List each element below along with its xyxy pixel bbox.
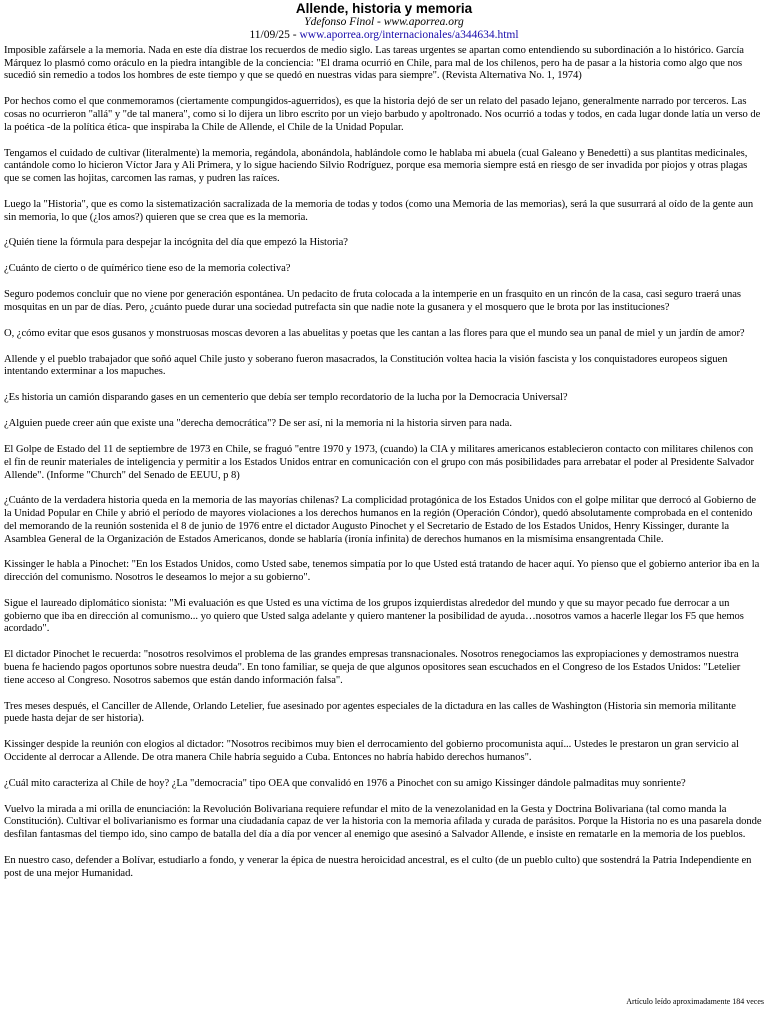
article-byline: Ydefonso Finol - www.aporrea.org	[304, 16, 464, 28]
article-paragraph: Sigue el laureado diplomático sionista: "Mi evaluación es que Usted es una víctima de los grupos izquierdistas alrededor del mundo y que su mayor pecado fue derrocar a un gobierno que iba en dirección al comunismo... yo quiero que Usted salga adelante y quiero mantener la posibilidad de ayuda…nosotros vamos a hacerle llegar los F5 que hemos acordado".	[4, 598, 744, 635]
article-header	[0, 0, 768, 42]
article-paragraph: Vuelvo la mirada a mi orilla de enunciación: la Revolución Bolivariana requiere refundar el mito de la venezolanidad en la Gesta y Doctrina Bolivariana (tal como manda la Constitución). Cultivar el bolivarianismo es formar una ciudadanía capaz de ver la historia con la memoria afilada y curada de parásitos. Porque la Historia no es una pasarela donde desfilan fantasmas del tiempo ido, sino campo de batalla del día a día por vencer al enemigo que asesinó a Salvador Allende, e insiste en rematarle en la memoria de los pueblos.	[4, 803, 762, 841]
article-paragraph: Tengamos el cuidado de cultivar (literalmente) la memoria, regándola, abonándola, hablándole como le hablaba mi abuela (cual Galeano y Benedetti) a sus plantitas medicinales, cantándole como lo hicieron Víctor Jara y Ali Primera, y lo sigue haciendo Silvio Rodríguez, porque esa memoria siempre está en riesgo de ser invadida por piojos y otras plagas que se comen las hojitas, carcomen las ramas, y pudren las raíces.	[4, 147, 748, 184]
article-paragraph: ¿Es historia un camión disparando gases en un cementerio que debía ser templo recordatorio de la lucha por la Democracia Universal?	[4, 392, 568, 404]
article-paragraph: ¿Cuál mito caracteriza al Chile de hoy? ¿La "democracia" tipo OEA que convalidó en 1976 a Pinochet con su amigo Kissinger dándole palmaditas muy sonriente?	[4, 777, 686, 789]
article-dateline	[0, 29, 768, 42]
article-paragraph: Por hechos como el que conmemoramos (ciertamente compungidos-aguerridos), es que la historia dejó de ser un relato del pasado lejano, generalmente narrado por terceros. Las cosas no ocurrieron "allá" y "de tal manera", como si lo dijera un libro escrito por un viejo barbudo y apoltronado. Nos ocurrió a todas y todos, en cada lugar donde latía un verso de la poética -de la política ética- que inspiraba la Chile de Allende, el Chile de la Unidad Popular.	[4, 96, 761, 133]
read-count-note: Artículo leído aproximadamente 184 veces	[626, 997, 764, 1006]
article-paragraph: ¿Cuánto de cierto o de químérico tiene eso de la memoria colectiva?	[4, 263, 291, 275]
article-paragraph: El Golpe de Estado del 11 de septiembre de 1973 en Chile, se fraguó "entre 1970 y 1973, (cuando) la CIA y militares americanos establecieron contacto con militares chilenos con el fin de reunir materiales de inteligencia y permitir a los Estados Unidos entrar en comunicación con el grupo con más posibilidades para arrebatar el poder al Presidente Salvador Allende". (Informe "Church" del Senado de EEUU, p 8)	[4, 444, 754, 481]
article-paragraph: En nuestro caso, defender a Bolívar, estudiarlo a fondo, y venerar la épica de nuestra heroicidad ancestral, es el culto (de un pueblo culto) que sostendrá la Patria Independiente en post de una mejor Humanidad.	[4, 854, 752, 879]
article-paragraph: ¿Cuánto de la verdadera historia queda en la memoria de las mayorías chilenas? La complicidad protagónica de los Estados Unidos con el golpe militar que derrocó al Gobierno de la Unidad Popular en Chile y abrió el período de mayores violaciones a los derechos humanos en la región (Operación Cóndor), quedó absolutamente comprobada en el contenido del memorando de la reunión sostenida el 8 de junio de 1976 entre el dictador Augusto Pinochet y el Secretario de Estado de los Estados Unidos, Henry Kissinger, durante la Asamblea General de la Organización de Estados Americanos, donde se hablaría (ironía infinita) de derechos humanos en la mismísima ensangrentada Chile.	[4, 495, 756, 545]
article-paragraph: Imposible zafársele a la memoria. Nada en este día distrae los recuerdos de medio siglo. Las tareas urgentes se apartan como entendiendo su subordinación a lo histórico. García Márquez lo plasmó como oráculo en la piedra intangible de la conciencia: "El drama ocurrió en Chile, para mal de los chilenos, pero ha de pasar a la historia como algo que nos sucedió sin remedio a todos los hombres de este tiempo y que se quedó en nuestras vidas para siempre". (Revista Alternativa No. 1, 1974)	[4, 45, 744, 82]
article-paragraph: Luego la "Historia", que es como la sistematización sacralizada de la memoria de todas y todos (como una Memoria de las memorias), será la que susurrará al oído de la gente aun sin memoria, lo que (¿los amos?) quieren que se crea que es la memoria.	[4, 198, 754, 223]
article-paragraph: O, ¿cómo evitar que esos gusanos y monstruosas moscas devoren a las abuelitas y poetas que les cantan a las flores para que el mundo sea un panal de miel y un jardín de amor?	[4, 327, 745, 339]
article-paragraph: Tres meses después, el Canciller de Allende, Orlando Letelier, fue asesinado por agentes especiales de la dictadura en las calles de Washington (Historia sin memoria militante puede hasta dejar de ser historia).	[4, 700, 736, 725]
article-body	[4, 45, 762, 894]
article-paragraph: ¿Alguien puede creer aún que existe una "derecha democrática"? De ser así, ni la memoria ni la historia sirven para nada.	[4, 418, 512, 430]
article-source-link[interactable]: www.aporrea.org/internacionales/a344634.html	[299, 29, 519, 41]
article-title: Allende, historia y memoria	[295, 1, 473, 16]
article-date: 11/09/25 -	[249, 29, 300, 41]
article-paragraph: Kissinger le habla a Pinochet: "En los Estados Unidos, como Usted sabe, tenemos simpatía por lo que Usted está tratando de hacer aquí. Yo pienso que el gobierno anterior iba en la dirección del comunismo. Nosotros le deseamos lo mejor a su gobierno".	[4, 559, 760, 584]
article-paragraph: ¿Quién tiene la fórmula para despejar la incógnita del día que empezó la Historia?	[4, 237, 348, 249]
article-paragraph: Seguro podemos concluir que no viene por generación espontánea. Un pedacito de fruta colocada a la intemperie en un frasquito en un rincón de la casa, casi seguro traerá unas mosquitas en un par de días. Pero, ¿cuánto puede durar una sociedad putrefacta sin que nadie note la gusanera y el mosquero que le brota por las instituciones?	[4, 289, 741, 313]
article-paragraph: Kissinger despide la reunión con elogios al dictador: "Nosotros recibimos muy bien el derrocamiento del gobierno procomunista aquí... Ustedes le prestaron un gran servicio al Occidente al derrocar a Allende. De otra manera Chile habría seguido a Cuba. Entonces no habría habido derechos humanos".	[4, 739, 739, 763]
article-paragraph: Allende y el pueblo trabajador que soñó aquel Chile justo y soberano fueron masacrados, la Constitución voltea hacia la visión fascista y los conquistadores europeos siguen intentando exterminar a los mapuches.	[4, 353, 728, 378]
article-paragraph: El dictador Pinochet le recuerda: "nosotros resolvimos el problema de las grandes empresas transnacionales. Nosotros renegociamos las expropiaciones y demostramos nuestra buena fe haciendo pagos oportunos sobre nuestra deuda". En tono familiar, se queja de que algunos opositores sean escuchados en el Congreso de los Estados Unidos: "Letelier tiene acceso al Congreso. Nosotros sabemos que están dando información falsa".	[4, 649, 741, 686]
